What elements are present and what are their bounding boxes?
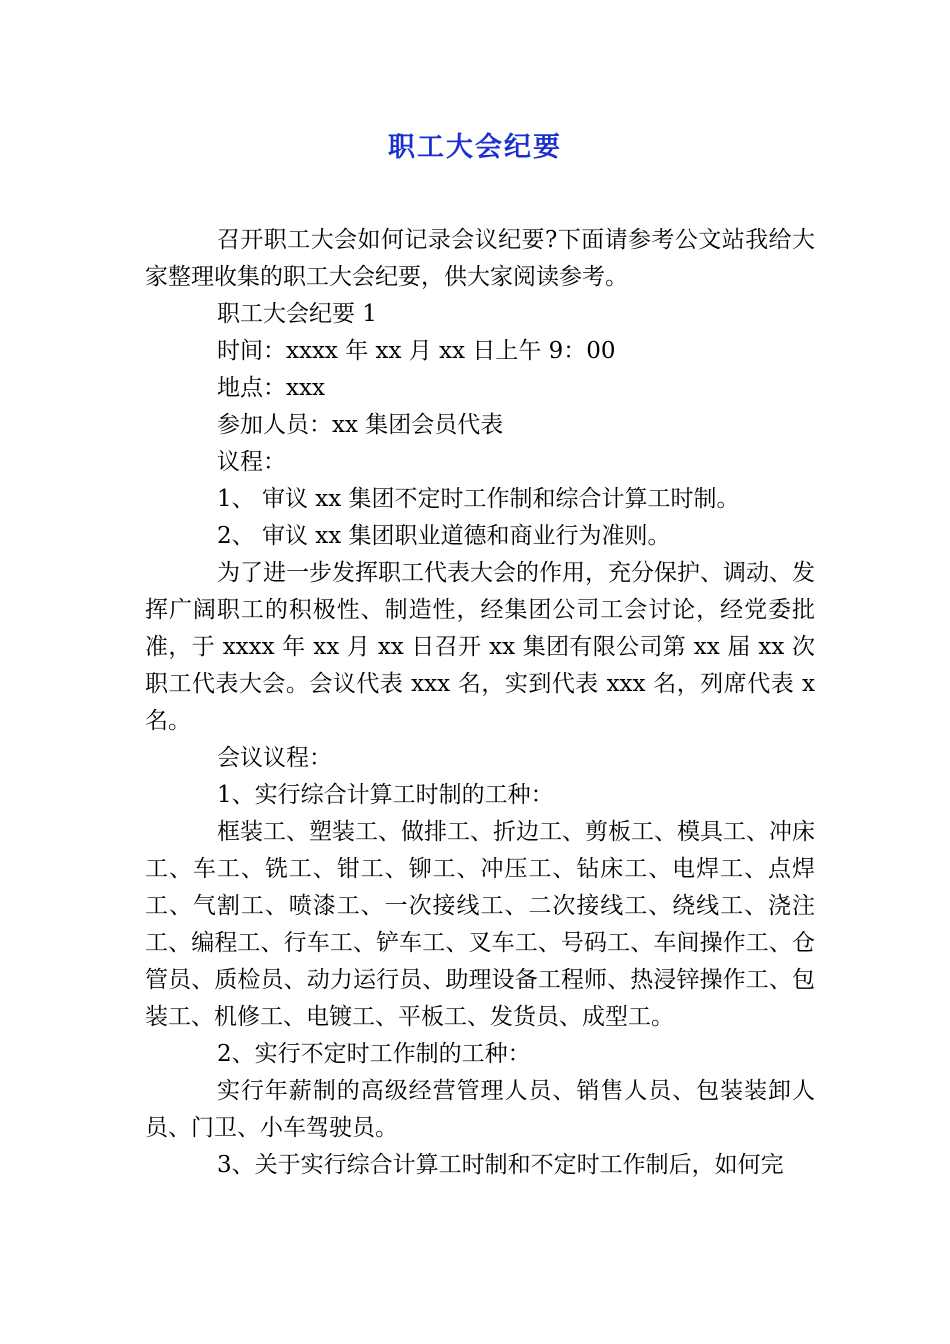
agenda-item: 2、 审议 xx 集团职业道德和商业行为准则。 (217, 523, 671, 549)
meeting-time: 时间：xxxx 年 xx 月 xx 日上午 9：00 (217, 338, 616, 364)
minutes-heading: 职工大会纪要 1 (217, 301, 377, 327)
job-types-list: 框装工、塑装工、做排工、折边工、剪板工、模具工、冲床工、车工、铣工、钳工、铆工、冲压工、钻床工、电焊工、点焊工、气割工、喷漆工、一次接线工、二次接线工、绕线工、浇注工、编程工、行车工、铲车工、叉车工、号码工、车间操作工、仓管员、质检员、动力运行员、助理设备工程师、热浸锌操作工、包装工、机修工、电镀工、平板工、发货员、成型工。 (145, 819, 815, 1030)
document-title: 职工大会纪要 (388, 132, 562, 163)
meeting-background-paragraph: 为了进一步发挥职工代表大会的作用，充分保护、调动、发挥广阔职工的积极性、制造性，经集团公司工会讨论，经党委批准，于 xxxx 年 xx 月 xx 日召开 xx 集团有限公司第 xx 届 xx 次职工代表大会。会议代表 xxx 名，实到代表 xxx 名，列席代表 x 名。 (145, 560, 815, 734)
agenda-item: 1、 审议 xx 集团不定时工作制和综合计算工时制。 (217, 486, 740, 512)
agenda-heading: 议程： (217, 449, 286, 475)
meeting-place: 地点：xxx (217, 375, 325, 401)
document-body (145, 222, 815, 1184)
section-heading: 1、实行综合计算工时制的工种： (217, 782, 554, 808)
section-heading: 3、关于实行综合计算工时制和不定时工作制后，如何完 (217, 1152, 784, 1178)
intro-paragraph: 召开职工大会如何记录会议纪要?下面请参考公文站我给大家整理收集的职工大会纪要，供大家阅读参考。 (145, 227, 815, 290)
meeting-agenda-heading: 会议议程： (217, 745, 332, 771)
job-types-list: 实行年薪制的高级经营管理人员、销售人员、包装装卸人员、门卫、小车驾驶员。 (145, 1078, 815, 1141)
attendees: 参加人员：xx 集团会员代表 (217, 412, 504, 438)
section-heading: 2、实行不定时工作制的工种： (217, 1041, 531, 1067)
